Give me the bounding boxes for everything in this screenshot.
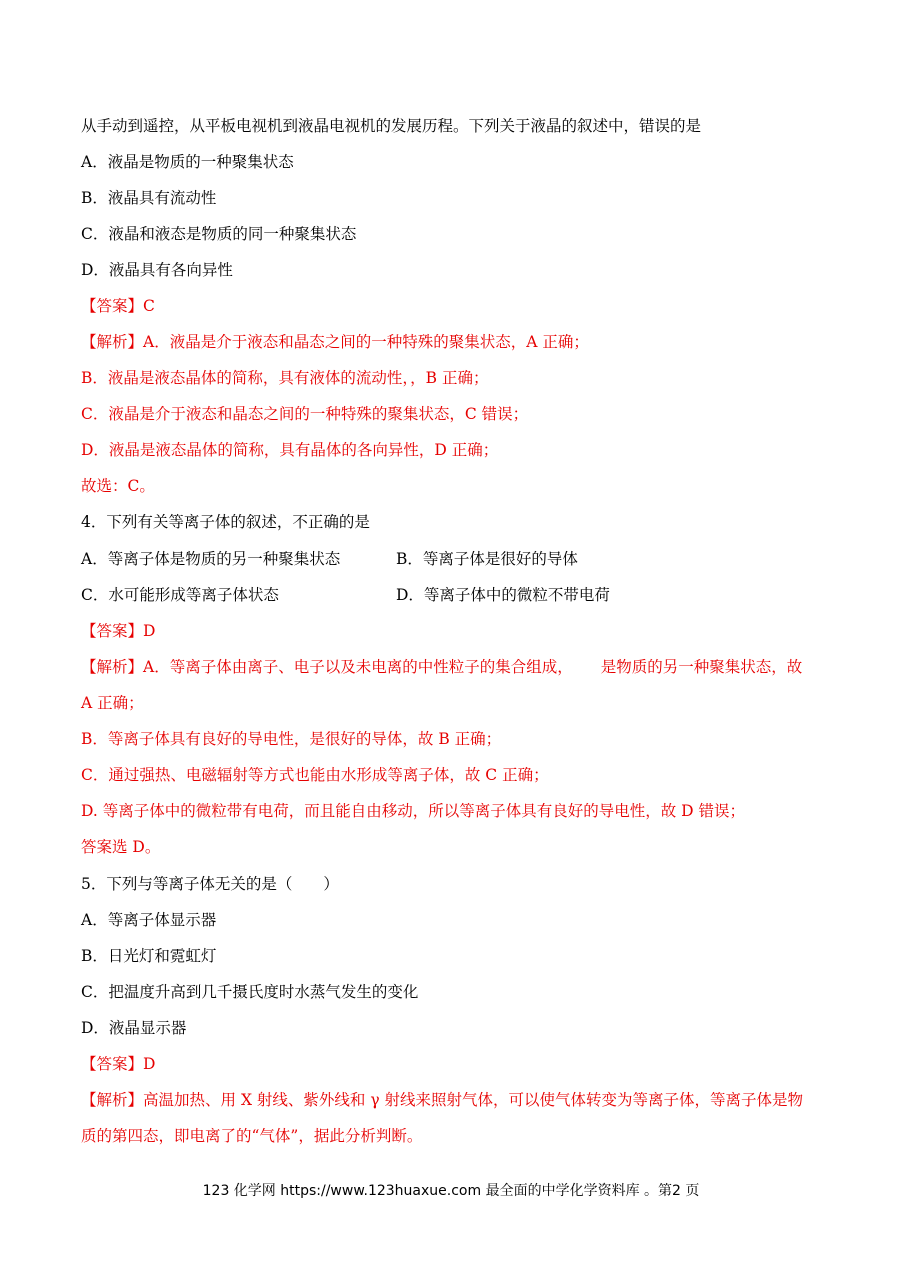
q4-analysis-a-cont: A 正确； xyxy=(81,694,144,712)
q3-answer xyxy=(81,296,155,316)
answer-value: D xyxy=(143,622,156,640)
q4-stem: 4．下列有关等离子体的叙述，不正确的是 xyxy=(81,513,370,531)
q5-answer xyxy=(81,1054,155,1074)
q5-option-b: B．日光灯和霓虹灯 xyxy=(81,947,217,965)
q4-options-row-1 xyxy=(81,549,578,569)
q3-analysis-d: D．液晶是液态晶体的简称，具有晶体的各向异性，D 正确； xyxy=(81,441,499,459)
answer-tag: 【答案】 xyxy=(81,1055,144,1073)
q4-conclusion: 答案选 D。 xyxy=(81,838,161,856)
q3-option-a: A．液晶是物质的一种聚集状态 xyxy=(81,153,294,171)
q4-option-b: B．等离子体是很好的导体 xyxy=(396,550,578,568)
analysis-tag: 【解析】 xyxy=(81,333,144,351)
analysis-text: A．等离子体由离子、电子以及未电离的中性粒子的集合组成， xyxy=(143,658,573,676)
analysis-tag: 【解析】 xyxy=(81,658,144,676)
q3-conclusion: 故选：C。 xyxy=(81,477,155,495)
q4-option-d: D．等离子体中的微粒不带电荷 xyxy=(396,586,610,604)
q3-analysis-a xyxy=(81,332,589,352)
q4-analysis-c: C．通过强热、电磁辐射等方式也能由水形成等离子体，故 C 正确； xyxy=(81,766,549,784)
analysis-tag: 【解析】 xyxy=(81,1091,144,1109)
answer-value: C xyxy=(143,297,155,315)
q3-stem-tail: 从手动到遥控，从平板电视机到液晶电视机的发展历程。下列关于液晶的叙述中，错误的是 xyxy=(81,117,702,135)
page-footer: 123 化学网 https://www.123huaxue.com 最全面的中学化学资料库 。第2 页 xyxy=(202,1183,700,1199)
q4-analysis-a xyxy=(81,657,802,677)
analysis-text: 高温加热、用 X 射线、紫外线和 γ 射线来照射气体，可以使气体转变为等离子体，等离子体是物 xyxy=(143,1091,804,1109)
q3-analysis-b: B．液晶是液态晶体的简称，具有液体的流动性，，B 正确； xyxy=(81,369,489,387)
analysis-text-cont: 是物质的另一种聚集状态，故 xyxy=(600,658,803,676)
q5-stem: 5．下列与等离子体无关的是（ ） xyxy=(81,875,339,893)
q5-analysis-line-2: 质的第四态，即电离了的“气体”，据此分析判断。 xyxy=(81,1127,423,1145)
q5-option-c: C．把温度升高到几千摄氏度时水蒸气发生的变化 xyxy=(81,983,419,1001)
q5-analysis-line-1 xyxy=(81,1090,803,1110)
q4-option-c: C．水可能形成等离子体状态 xyxy=(81,586,279,604)
q5-option-d: D．液晶显示器 xyxy=(81,1019,187,1037)
q3-option-b: B．液晶具有流动性 xyxy=(81,189,217,207)
analysis-text: A．液晶是介于液态和晶态之间的一种特殊的聚集状态，A 正确； xyxy=(143,333,589,351)
q4-answer xyxy=(81,621,155,641)
q5-option-a: A．等离子体显示器 xyxy=(81,911,217,929)
answer-tag: 【答案】 xyxy=(81,622,144,640)
q3-option-c: C．液晶和液态是物质的同一种聚集状态 xyxy=(81,225,357,243)
q4-option-a: A．等离子体是物质的另一种聚集状态 xyxy=(81,550,341,568)
q4-options-row-2 xyxy=(81,585,610,605)
q4-analysis-d: D. 等离子体中的微粒带有电荷，而且能自由移动，所以等离子体具有良好的导电性，故 D 错误； xyxy=(81,802,746,820)
q3-option-d: D．液晶具有各向异性 xyxy=(81,261,233,279)
q3-analysis-c: C．液晶是介于液态和晶态之间的一种特殊的聚集状态，C 错误； xyxy=(81,405,529,423)
answer-tag: 【答案】 xyxy=(81,297,144,315)
q4-analysis-b: B．等离子体具有良好的导电性，是很好的导体，故 B 正确； xyxy=(81,730,502,748)
answer-value: D xyxy=(143,1055,156,1073)
